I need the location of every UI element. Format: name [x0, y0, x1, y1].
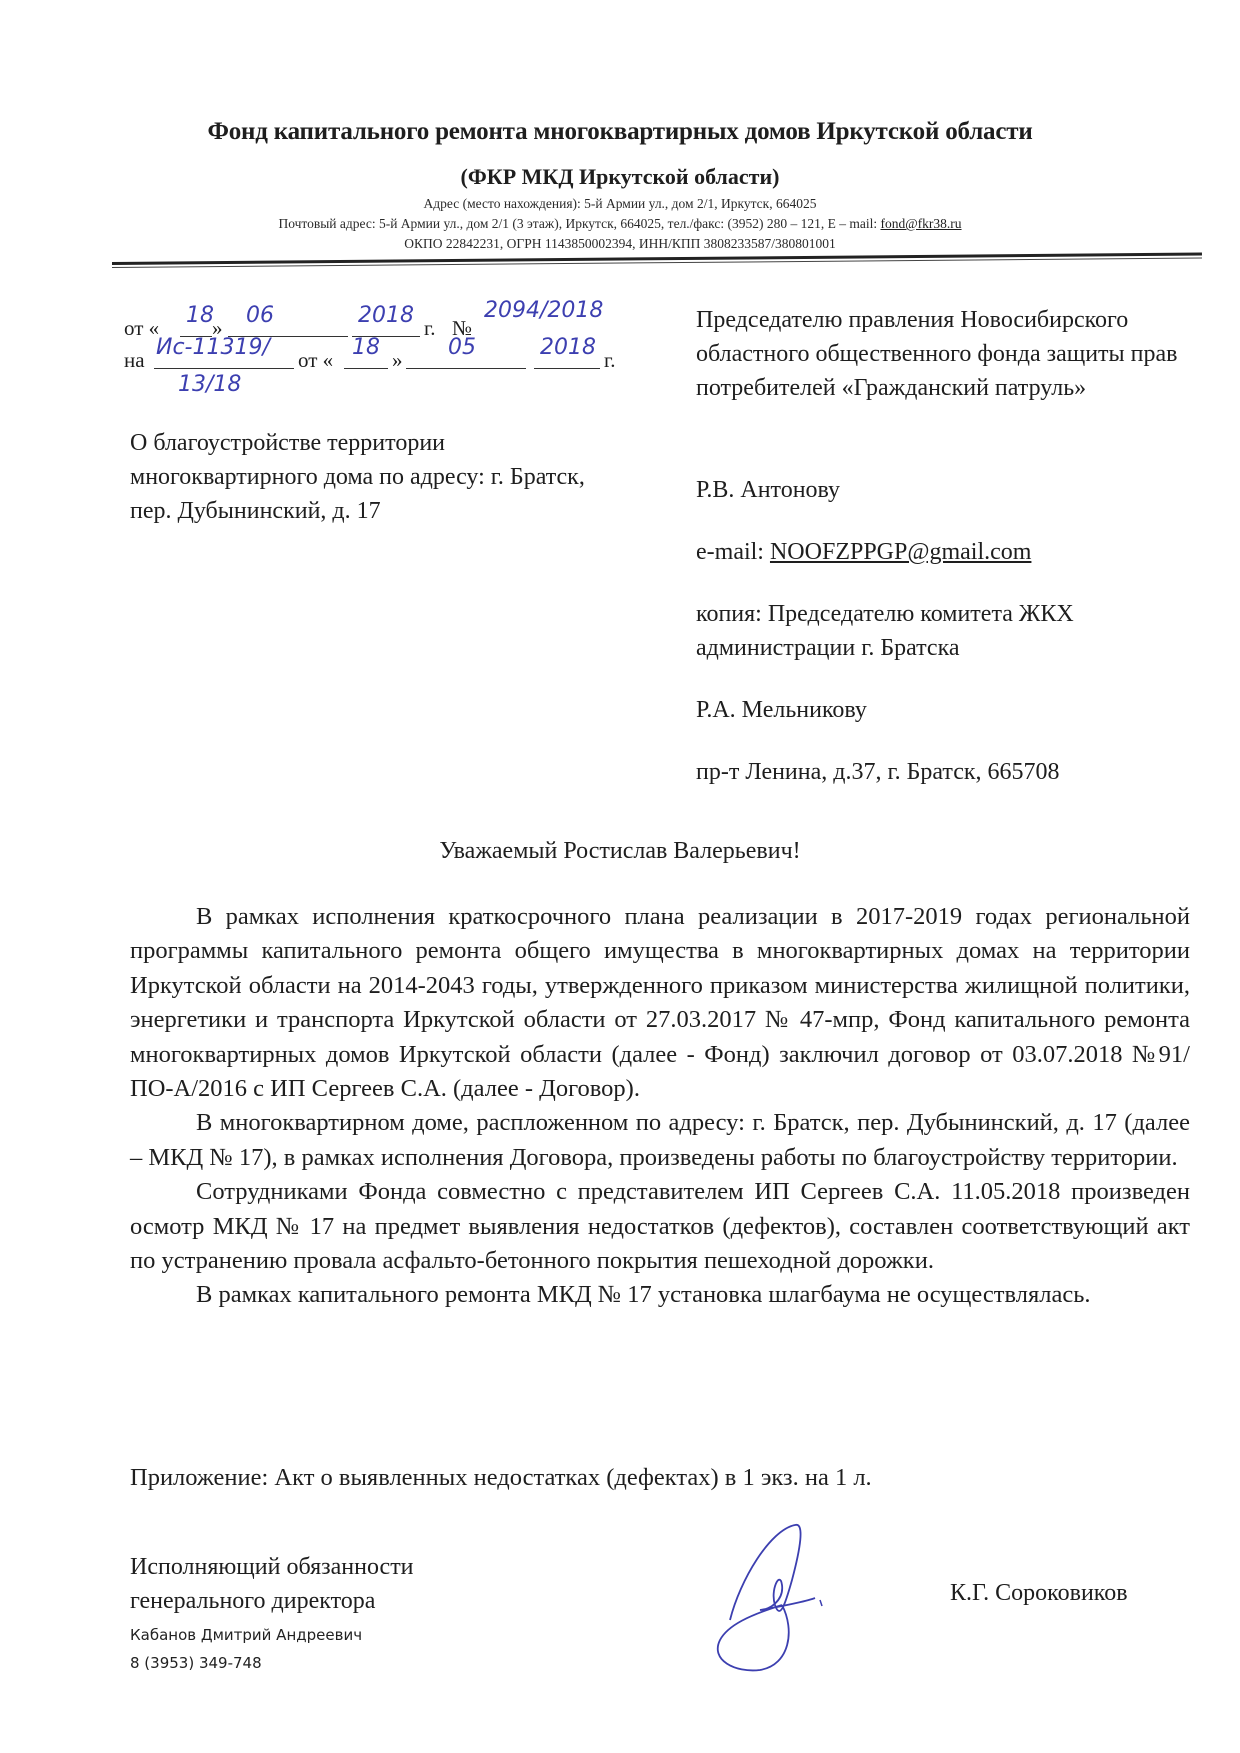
signature-mark	[820, 1600, 822, 1606]
ref-in-number-cont: 13/18	[178, 372, 242, 397]
ref-in-day: 18	[352, 335, 380, 360]
ref-in-year-suffix: г.	[604, 348, 616, 372]
executor-name: Кабанов Дмитрий Андреевич	[130, 1626, 363, 1644]
ref-out-number: 2094/2018	[484, 298, 604, 323]
body-paragraph: В рамках исполнения краткосрочного плана реализации в 2017-2019 годах региональной программы капитального ремонта общего имущества в многоквартирных домах на территории Иркутской области на 2014-2043 годы, утвержденного приказом министерства жилищной политики, энергетики и транспорта Иркутской области от 27.03.2017 № 47-мпр, Фонд капитального ремонта многоквартирных домов Иркутской области (далее - Фонд) заключил договор от 03.07.2018 №91/ПО-А/2016 с ИП Сергеев С.А. (далее - Договор).	[130, 903, 1190, 1103]
ref-out-day: 18	[186, 303, 214, 328]
ref-in-month-line	[406, 368, 526, 369]
ref-in-number: Ис-11319/	[156, 335, 270, 360]
ref-in-year: 2018	[540, 335, 596, 360]
ref-in-month: 05	[448, 335, 476, 360]
body-paragraph: В многоквартирном доме, распложенном по адресу: г. Братск, пер. Дубынинский, д. 17 (далее – МКД № 17), в рамках исполнения Договора, произведены работы по благоустройству территории.	[130, 1109, 1190, 1171]
ref-in-number-line	[154, 368, 294, 369]
signatory-position-line2: генерального директора	[130, 1588, 376, 1614]
ref-out-quote: »	[212, 316, 223, 340]
addressee-email-link[interactable]: NOOFZPPGP@gmail.com	[769, 539, 1032, 565]
body-paragraph: В рамках капитального ремонта МКД № 17 установка шлагбаума не осуществлялась.	[196, 1281, 1091, 1309]
addressee-email	[696, 535, 1196, 569]
ref-to-label: на	[124, 348, 145, 372]
ref-out-year-suffix: г.	[424, 316, 436, 340]
postal-address	[0, 216, 1240, 232]
ref-in-year-line	[534, 368, 600, 369]
letter-body	[130, 900, 1190, 1313]
attachment-note: Приложение: Акт о выявленных недостатках (дефектах) в 1 экз. на 1 л.	[130, 1464, 872, 1491]
salutation: Уважаемый Ростислав Валерьевич!	[439, 838, 801, 864]
ref-in-from-label: от «	[298, 348, 334, 372]
postal-address-text: Почтовый адрес: 5-й Армии ул., дом 2/1 (3 этаж), Иркутск, 664025, тел./факс: (3952) 280 – 121, E – mail:	[278, 216, 881, 231]
org-short-name: (ФКР МКД Иркутской области)	[460, 164, 780, 189]
ref-from-label: от «	[124, 316, 160, 340]
executor-phone: 8 (3953) 349-748	[130, 1654, 262, 1672]
copy-recipient-address: пр-т Ленина, д.37, г. Братск, 665708	[696, 759, 1060, 785]
signature-stroke	[718, 1525, 815, 1671]
org-name: Фонд капитального ремонта многоквартирных домов Иркутской области	[207, 118, 1033, 145]
ref-in-quote: »	[392, 348, 403, 372]
ref-in-day-line	[344, 368, 388, 369]
email-label: e-mail:	[696, 539, 770, 565]
handwritten-signature	[700, 1510, 840, 1690]
signatory-position-line1: Исполняющий обязанности	[130, 1554, 414, 1580]
copy-recipient-name: Р.А. Мельникову	[696, 697, 867, 723]
addressee-name: Р.В. Антонову	[696, 477, 841, 503]
addressee-position: Председателю правления Новосибирского областного общественного фонда защиты прав потребителей «Гражданский патруль»	[696, 307, 1178, 401]
legal-address: Адрес (место нахождения): 5-й Армии ул., дом 2/1, Иркутск, 664025	[423, 196, 817, 211]
ref-number-label: №	[452, 316, 473, 340]
signatory-position	[130, 1550, 414, 1618]
ref-out-month: 06	[246, 303, 274, 328]
ref-out-year: 2018	[358, 303, 414, 328]
copy-recipient: копия: Председателю комитета ЖКХ администрации г. Братска	[696, 601, 1074, 661]
signer-name: К.Г. Сороковиков	[950, 1580, 1128, 1606]
letter-subject: О благоустройстве территории многоквартирного дома по адресу: г. Братск, пер. Дубынинский, д. 17	[130, 430, 585, 524]
registry-codes: ОКПО 22842231, ОГРН 1143850002394, ИНН/КПП 3808233587/380801001	[404, 236, 836, 251]
body-paragraph: Сотрудниками Фонда совместно с представителем ИП Сергеев С.А. 11.05.2018 произведен осмотр МКД № 17 на предмет выявления недостатков (дефектов), составлен соответствующий акт по устранению провала асфальто-бетонного покрытия пешеходной дорожки.	[130, 1178, 1190, 1275]
org-email-link[interactable]: fond@fkr38.ru	[880, 216, 962, 231]
